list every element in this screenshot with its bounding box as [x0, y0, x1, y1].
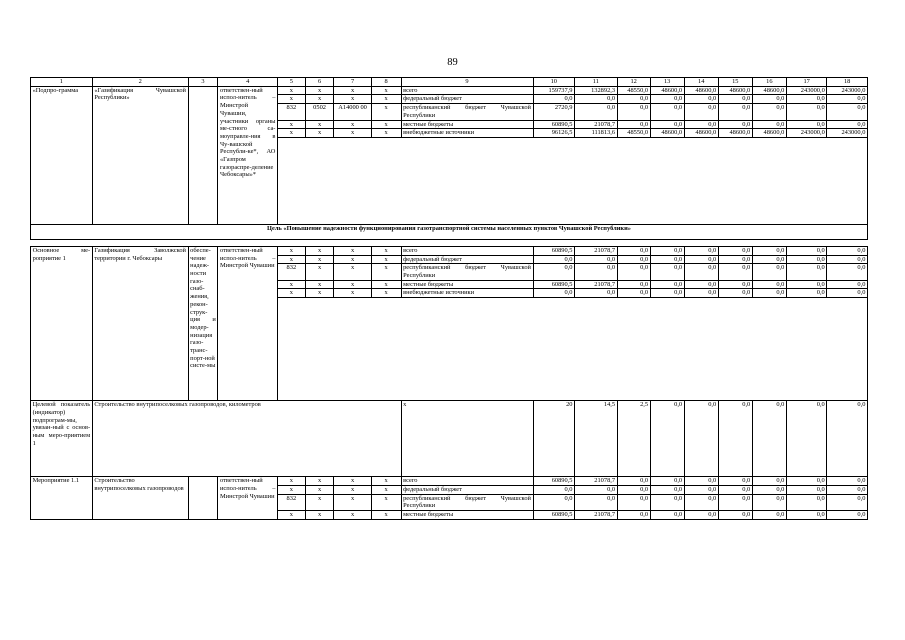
cell: x	[334, 86, 371, 95]
cell: 0,0	[718, 289, 752, 298]
cell: x	[334, 494, 371, 510]
cell: 0,0	[718, 255, 752, 264]
cell: 13	[650, 78, 684, 87]
cell: 0,0	[575, 494, 618, 510]
cell: 0,0	[786, 120, 826, 129]
cell: 1	[31, 78, 93, 87]
cell: x	[305, 129, 334, 138]
cell: 832	[278, 264, 306, 280]
cell: «Газификация Чувашской Республики»	[92, 86, 188, 224]
cell: 48550,0	[617, 129, 650, 138]
cell: x	[305, 86, 334, 95]
table-row	[31, 86, 868, 95]
cell: Строительство внутрипоселковых газопроводов, километров	[92, 401, 401, 477]
cell: местные бюджеты	[401, 510, 533, 519]
cell: 21078,7	[575, 510, 618, 519]
cell: 0,0	[827, 401, 868, 477]
cell: x	[334, 264, 371, 280]
cell: ответствен-ный испол-нитель – Минстрой Чувашии, участники органы ме-стного са-моуправле-ния в Чу-вашской Республи-ке*, АО «Газпром газораспре-деление Чебоксары»*	[218, 86, 278, 224]
cell: 0,0	[827, 255, 868, 264]
cell: 4	[218, 78, 278, 87]
goal-row	[31, 224, 868, 239]
cell: 0,0	[827, 104, 868, 120]
cell: 14,5	[575, 401, 618, 477]
cell: 0,0	[827, 289, 868, 298]
cell: 0,0	[786, 246, 826, 255]
cell: 0,0	[650, 494, 684, 510]
cell: 0,0	[650, 264, 684, 280]
cell: 2	[92, 78, 188, 87]
cell: 3	[188, 78, 218, 87]
cell: 0,0	[827, 246, 868, 255]
cell: 0,0	[718, 95, 752, 104]
cell: x	[334, 289, 371, 298]
cell: x	[305, 485, 334, 494]
cell: 0,0	[684, 510, 718, 519]
cell: 48600,0	[650, 129, 684, 138]
cell: 0,0	[752, 120, 786, 129]
cell: 48600,0	[752, 86, 786, 95]
cell: 0,0	[650, 246, 684, 255]
cell: x	[278, 477, 306, 486]
indicator-row	[31, 401, 868, 477]
cell: 0,0	[786, 494, 826, 510]
cell: 0,0	[684, 264, 718, 280]
cell	[188, 477, 218, 520]
cell: ответствен-ный испол-нитель – Минстрой Чувашии	[218, 246, 278, 400]
cell: x	[278, 129, 306, 138]
cell: 0,0	[533, 95, 575, 104]
cell: местные бюджеты	[401, 280, 533, 289]
cell: x	[334, 510, 371, 519]
cell: 0,0	[827, 264, 868, 280]
cell: x	[278, 120, 306, 129]
cell: республиканский бюджет Чувашской Республики	[401, 264, 533, 280]
cell: 2,5	[617, 401, 650, 477]
cell: 18	[827, 78, 868, 87]
cell: x	[278, 86, 306, 95]
cell: x	[371, 246, 401, 255]
cell: x	[305, 289, 334, 298]
cell: 60890,5	[533, 477, 575, 486]
cell: 60890,5	[533, 280, 575, 289]
cell: x	[305, 255, 334, 264]
cell: 0,0	[617, 510, 650, 519]
cell: 0,0	[617, 264, 650, 280]
cell: 0,0	[752, 510, 786, 519]
cell: 0,0	[786, 477, 826, 486]
cell: 0,0	[752, 494, 786, 510]
cell: x	[305, 477, 334, 486]
cell: 0,0	[752, 280, 786, 289]
cell: x	[371, 510, 401, 519]
cell: 0,0	[575, 95, 618, 104]
cell: 2720,9	[533, 104, 575, 120]
cell: 60890,5	[533, 120, 575, 129]
cell: 0,0	[650, 104, 684, 120]
cell: 0,0	[617, 120, 650, 129]
cell: 159737,9	[533, 86, 575, 95]
cell: x	[334, 129, 371, 138]
cell: 0,0	[786, 95, 826, 104]
cell: 96126,5	[533, 129, 575, 138]
cell: всего	[401, 246, 533, 255]
cell: Строительство внутрипоселковых газопроводов	[92, 477, 188, 520]
cell: 8	[371, 78, 401, 87]
cell: 21078,7	[575, 246, 618, 255]
cell: 0,0	[752, 95, 786, 104]
cell: x	[278, 280, 306, 289]
cell: 243000,0	[786, 129, 826, 138]
cell: 0,0	[786, 280, 826, 289]
cell: x	[401, 401, 533, 477]
cell: 48550,0	[617, 86, 650, 95]
cell: Цель «Повышение надежности функционирования газотранспортной системы населенных пунктов Чувашской Республики»	[31, 224, 868, 239]
cell: 0,0	[533, 264, 575, 280]
cell: 21078,7	[575, 477, 618, 486]
cell: 0,0	[786, 264, 826, 280]
cell: Целевой показатель (индикатор) подпрограм-мы, увязан-ный с основ-ным меро-приятием 1	[31, 401, 93, 477]
cell: 0,0	[718, 477, 752, 486]
cell: x	[305, 95, 334, 104]
cell: 0,0	[718, 264, 752, 280]
cell: 14	[684, 78, 718, 87]
cell: 0,0	[718, 104, 752, 120]
cell: x	[371, 477, 401, 486]
cell: x	[334, 280, 371, 289]
cell: внебюджетные источники	[401, 129, 533, 138]
cell: 48600,0	[684, 86, 718, 95]
cell: 21078,7	[575, 120, 618, 129]
cell: x	[371, 255, 401, 264]
cell: 0,0	[684, 477, 718, 486]
cell: x	[334, 246, 371, 255]
cell: x	[278, 510, 306, 519]
program-table	[30, 77, 868, 520]
cell: обеспе-чение надеж-ности газо-снаб-жения, рекон-струк-ция и модер-низация газо-транс-порт-ной систе-мы	[188, 246, 218, 400]
cell: 0,0	[533, 494, 575, 510]
cell: 0,0	[827, 95, 868, 104]
cell: 0,0	[617, 485, 650, 494]
cell: 0,0	[718, 510, 752, 519]
cell: 60890,5	[533, 246, 575, 255]
cell: x	[305, 120, 334, 129]
cell: 20	[533, 401, 575, 477]
cell: 0,0	[684, 246, 718, 255]
cell: 48600,0	[650, 86, 684, 95]
cell: федеральный бюджет	[401, 485, 533, 494]
cell: 0,0	[752, 289, 786, 298]
cell: x	[305, 510, 334, 519]
cell: x	[278, 485, 306, 494]
cell: 0,0	[827, 494, 868, 510]
cell: республиканский бюджет Чувашской Республики	[401, 494, 533, 510]
cell: 0,0	[786, 510, 826, 519]
cell: x	[371, 95, 401, 104]
cell: 0,0	[827, 280, 868, 289]
cell: 11	[575, 78, 618, 87]
cell: 5	[278, 78, 306, 87]
cell: 0,0	[650, 510, 684, 519]
cell: 132892,3	[575, 86, 618, 95]
cell: x	[371, 494, 401, 510]
cell: 0,0	[575, 255, 618, 264]
cell: 0,0	[617, 477, 650, 486]
cell: 243000,0	[827, 86, 868, 95]
cell: внебюджетные источники	[401, 289, 533, 298]
cell: 12	[617, 78, 650, 87]
cell: 0,0	[684, 280, 718, 289]
cell: 0,0	[718, 280, 752, 289]
cell: x	[371, 280, 401, 289]
cell: 16	[752, 78, 786, 87]
cell: 9	[401, 78, 533, 87]
cell: 0,0	[827, 510, 868, 519]
cell: 0,0	[718, 401, 752, 477]
page-number: 89	[447, 57, 458, 68]
table-row	[31, 477, 868, 486]
cell: 0,0	[684, 289, 718, 298]
cell: 15	[718, 78, 752, 87]
cell: 0,0	[650, 280, 684, 289]
cell: 832	[278, 104, 306, 120]
cell: 0,0	[718, 246, 752, 255]
cell: x	[305, 264, 334, 280]
cell: x	[278, 289, 306, 298]
cell: x	[371, 129, 401, 138]
cell: x	[334, 485, 371, 494]
cell: 0,0	[684, 494, 718, 510]
cell: 6	[305, 78, 334, 87]
cell: федеральный бюджет	[401, 95, 533, 104]
cell: 0,0	[650, 120, 684, 129]
cell: 0,0	[752, 485, 786, 494]
cell: республиканский бюджет Чувашской Республики	[401, 104, 533, 120]
cell: 0,0	[786, 255, 826, 264]
cell: местные бюджеты	[401, 120, 533, 129]
cell: 0,0	[617, 494, 650, 510]
cell: x	[371, 264, 401, 280]
cell: x	[371, 289, 401, 298]
cell: 0,0	[684, 485, 718, 494]
cell: 0,0	[786, 104, 826, 120]
cell: 0,0	[786, 401, 826, 477]
cell: 0,0	[684, 95, 718, 104]
cell: 0,0	[752, 104, 786, 120]
cell: 48600,0	[752, 129, 786, 138]
cell: 0,0	[718, 120, 752, 129]
cell: 0,0	[752, 246, 786, 255]
cell: 7	[334, 78, 371, 87]
cell: 0,0	[684, 255, 718, 264]
cell: 0,0	[533, 289, 575, 298]
cell: 0,0	[650, 477, 684, 486]
cell: А14000 00	[334, 104, 371, 120]
cell: x	[278, 246, 306, 255]
cell: 0,0	[575, 289, 618, 298]
cell: 0,0	[752, 264, 786, 280]
cell: 0,0	[684, 104, 718, 120]
cell: x	[371, 86, 401, 95]
cell: x	[278, 95, 306, 104]
cell: Газификация Заволжской территории г. Чебоксары	[92, 246, 188, 400]
cell: 10	[533, 78, 575, 87]
cell: 0,0	[617, 95, 650, 104]
cell: 0,0	[650, 401, 684, 477]
cell: 0,0	[650, 255, 684, 264]
cell: 0,0	[718, 494, 752, 510]
cell: 243000,0	[786, 86, 826, 95]
cell: 0,0	[575, 485, 618, 494]
cell: x	[305, 246, 334, 255]
cell: 0,0	[617, 246, 650, 255]
table-row	[31, 246, 868, 255]
cell: 111813,6	[575, 129, 618, 138]
cell: «Подпро-грамма	[31, 86, 93, 224]
cell: 0,0	[786, 289, 826, 298]
cell: 0,0	[617, 280, 650, 289]
header-row	[31, 78, 868, 87]
cell: 0,0	[617, 255, 650, 264]
cell: 0,0	[752, 255, 786, 264]
cell: 0,0	[752, 477, 786, 486]
cell: 48600,0	[718, 86, 752, 95]
cell: 0,0	[533, 255, 575, 264]
cell: x	[371, 120, 401, 129]
cell: 0,0	[827, 120, 868, 129]
cell: x	[334, 477, 371, 486]
cell: x	[334, 255, 371, 264]
cell: 832	[278, 494, 306, 510]
cell: ответствен-ный испол-нитель – Минстрой Чувашии	[218, 477, 278, 520]
cell: 0,0	[752, 401, 786, 477]
cell: всего	[401, 477, 533, 486]
cell: 0,0	[617, 104, 650, 120]
cell: 0502	[305, 104, 334, 120]
cell: x	[278, 255, 306, 264]
cell: 21078,7	[575, 280, 618, 289]
cell: 60890,5	[533, 510, 575, 519]
cell: Основное ме-роприятие 1	[31, 246, 93, 400]
cell: 0,0	[575, 104, 618, 120]
cell: 0,0	[650, 289, 684, 298]
cell: всего	[401, 86, 533, 95]
cell: 48600,0	[684, 129, 718, 138]
cell: 0,0	[718, 485, 752, 494]
cell: 0,0	[827, 477, 868, 486]
cell: x	[305, 280, 334, 289]
cell: x	[334, 95, 371, 104]
cell: 0,0	[684, 401, 718, 477]
cell: федеральный бюджет	[401, 255, 533, 264]
cell: x	[305, 494, 334, 510]
cell: 0,0	[684, 120, 718, 129]
cell: Мероприятие 1.1	[31, 477, 93, 520]
cell: 0,0	[650, 485, 684, 494]
cell: 0,0	[827, 485, 868, 494]
cell: x	[334, 120, 371, 129]
cell: 0,0	[786, 485, 826, 494]
cell: x	[371, 104, 401, 120]
cell: 0,0	[533, 485, 575, 494]
cell: 0,0	[650, 95, 684, 104]
cell: 48600,0	[718, 129, 752, 138]
cell: 243000,0	[827, 129, 868, 138]
cell	[188, 86, 218, 224]
cell: x	[371, 485, 401, 494]
cell: 17	[786, 78, 826, 87]
cell: 0,0	[575, 264, 618, 280]
cell: 0,0	[617, 289, 650, 298]
